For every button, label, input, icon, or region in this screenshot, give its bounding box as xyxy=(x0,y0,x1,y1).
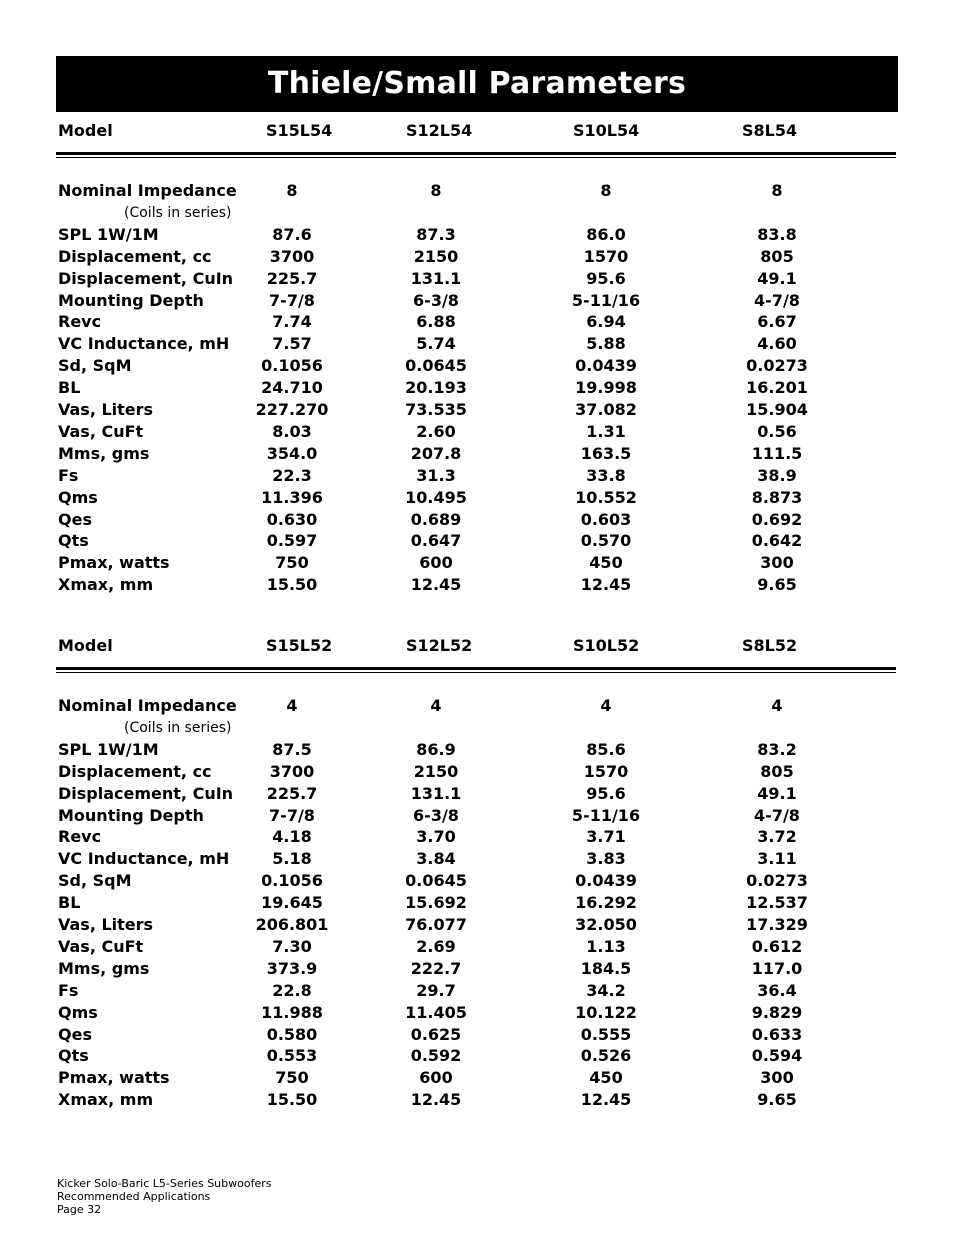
parameter-value: 0.612 xyxy=(751,936,803,956)
parameter-value: 300 xyxy=(760,1068,794,1088)
parameter-value: 73.535 xyxy=(405,400,467,419)
parameter-value: 10.122 xyxy=(575,1002,637,1022)
parameter-value: 3.72 xyxy=(757,827,797,847)
table-row xyxy=(0,202,954,224)
parameter-value: 6.88 xyxy=(416,312,456,332)
parameter-value: 600 xyxy=(419,553,453,573)
table-row xyxy=(0,268,954,290)
parameter-value: 87.6 xyxy=(272,224,312,244)
parameter-value: 750 xyxy=(275,553,309,573)
parameter-value: 0.647 xyxy=(410,531,462,551)
parameter-value: 0.1056 xyxy=(261,356,323,376)
parameter-value: 0.580 xyxy=(266,1024,318,1044)
parameter-value: 4.60 xyxy=(757,334,797,354)
parameter-value: 8 xyxy=(771,181,783,200)
parameter-value: 163.5 xyxy=(580,443,632,463)
parameter-label: Sd, SqM xyxy=(58,871,132,891)
parameter-value: 4 xyxy=(600,696,612,715)
parameter-label: Revc xyxy=(58,312,102,332)
parameter-value: 17.329 xyxy=(746,915,808,934)
parameter-value: 3700 xyxy=(269,246,315,266)
table-row xyxy=(0,826,954,848)
parameter-value: 15.692 xyxy=(405,893,467,913)
parameter-value: 7.74 xyxy=(272,312,312,332)
parameter-value: 5.74 xyxy=(416,334,456,354)
parameter-value: 83.2 xyxy=(757,739,797,759)
parameter-label: Pmax, watts xyxy=(58,1068,170,1088)
parameter-value: 0.603 xyxy=(580,509,632,529)
parameter-value: 12.45 xyxy=(410,575,462,595)
parameter-value: 49.1 xyxy=(757,268,797,288)
parameter-value: 450 xyxy=(589,553,623,573)
model-header-row xyxy=(0,635,954,657)
parameter-label: SPL 1W/1M xyxy=(58,739,159,759)
model-name: S15L54 xyxy=(266,121,333,140)
parameter-label: Mounting Depth xyxy=(58,805,204,825)
table-row xyxy=(0,870,954,892)
parameter-value: 5.88 xyxy=(586,334,626,354)
model-header-row xyxy=(0,120,954,142)
parameter-value: 0.642 xyxy=(751,531,803,551)
parameter-value: 373.9 xyxy=(266,958,318,978)
parameter-value: 10.495 xyxy=(405,487,467,507)
parameter-value: 15.50 xyxy=(266,1090,318,1110)
parameter-value: 34.2 xyxy=(586,980,626,1000)
parameter-value: 7-7/8 xyxy=(269,805,315,825)
parameter-label: Displacement, CuIn xyxy=(58,783,234,803)
parameter-value: 0.692 xyxy=(751,509,803,529)
parameter-value: 0.592 xyxy=(410,1046,462,1066)
parameter-value: 3.70 xyxy=(416,827,456,847)
parameter-label: Qts xyxy=(58,1046,89,1066)
table-row xyxy=(0,980,954,1002)
parameter-value: 8.03 xyxy=(272,421,312,441)
parameter-label: Xmax, mm xyxy=(58,1090,154,1110)
parameter-value: 600 xyxy=(419,1068,453,1088)
parameter-value: 1.13 xyxy=(586,936,626,956)
parameter-value: 354.0 xyxy=(266,443,318,463)
model-name: S10L52 xyxy=(573,636,640,655)
parameter-value: 86.9 xyxy=(416,739,456,759)
parameter-value: 36.4 xyxy=(757,980,797,1000)
parameter-value: 3.11 xyxy=(757,849,797,869)
parameter-value: 750 xyxy=(275,1068,309,1088)
table-row xyxy=(0,465,954,487)
parameter-note: (Coils in series) xyxy=(124,719,232,736)
title-banner xyxy=(56,56,898,112)
parameter-value: 29.7 xyxy=(416,980,456,1000)
parameter-label: Qes xyxy=(58,509,92,529)
parameter-value: 83.8 xyxy=(757,224,797,244)
parameter-value: 16.201 xyxy=(746,378,808,398)
parameter-value: 0.56 xyxy=(757,421,797,441)
parameter-label: VC Inductance, mH xyxy=(58,334,230,354)
page-title: Thiele/Small Parameters xyxy=(267,66,687,101)
model-label: Model xyxy=(58,636,113,655)
parameter-value: 9.65 xyxy=(757,1090,797,1110)
parameter-value: 227.270 xyxy=(255,400,329,419)
parameter-value: 1.31 xyxy=(586,421,626,441)
table-row xyxy=(0,783,954,805)
parameter-value: 9.829 xyxy=(751,1002,803,1022)
parameter-value: 22.3 xyxy=(272,465,312,485)
parameter-label: Mms, gms xyxy=(58,443,150,463)
parameter-value: 4 xyxy=(430,696,442,715)
parameter-value: 12.537 xyxy=(746,893,808,913)
parameter-value: 0.633 xyxy=(751,1024,803,1044)
parameter-value: 225.7 xyxy=(266,268,318,288)
parameter-value: 7-7/8 xyxy=(269,290,315,310)
parameter-value: 10.552 xyxy=(575,487,637,507)
parameter-value: 0.594 xyxy=(751,1046,803,1066)
parameter-value: 15.50 xyxy=(266,575,318,595)
parameter-value: 22.8 xyxy=(272,980,312,1000)
table-row xyxy=(0,1045,954,1067)
parameter-label: Nominal Impedance xyxy=(58,696,237,715)
parameter-value: 95.6 xyxy=(586,268,626,288)
parameter-value: 6-3/8 xyxy=(413,805,459,825)
parameter-value: 0.0439 xyxy=(575,356,637,376)
parameter-value: 11.988 xyxy=(261,1002,323,1022)
parameter-value: 0.0645 xyxy=(405,871,467,891)
parameter-value: 19.645 xyxy=(261,893,323,913)
table-row xyxy=(0,805,954,827)
parameter-value: 86.0 xyxy=(586,224,626,244)
parameter-value: 8 xyxy=(600,181,612,200)
footer-line: Page 32 xyxy=(57,1203,102,1216)
parameter-value: 12.45 xyxy=(580,575,632,595)
parameter-label: Displacement, cc xyxy=(58,246,212,266)
footer-line: Recommended Applications xyxy=(57,1190,211,1203)
table-row xyxy=(0,892,954,914)
model-name: S12L52 xyxy=(406,636,473,655)
parameter-label: Vas, Liters xyxy=(58,915,154,934)
parameter-value: 6.94 xyxy=(586,312,626,332)
parameter-value: 184.5 xyxy=(580,958,632,978)
table-row xyxy=(0,509,954,531)
table-row xyxy=(0,1002,954,1024)
table-row xyxy=(0,290,954,312)
parameter-value: 15.904 xyxy=(746,400,808,419)
table-row xyxy=(0,695,954,717)
table-row xyxy=(0,443,954,465)
parameter-label: Sd, SqM xyxy=(58,356,132,376)
parameter-label: Vas, CuFt xyxy=(58,421,144,441)
model-name: S10L54 xyxy=(573,121,640,140)
table-row xyxy=(0,1067,954,1089)
parameter-value: 37.082 xyxy=(575,400,637,419)
header-rule xyxy=(56,152,896,155)
table-row xyxy=(0,333,954,355)
parameter-value: 225.7 xyxy=(266,783,318,803)
parameter-note: (Coils in series) xyxy=(124,204,232,221)
parameter-value: 0.526 xyxy=(580,1046,632,1066)
parameter-value: 11.396 xyxy=(261,487,323,507)
parameter-value: 117.0 xyxy=(751,958,803,978)
parameter-value: 4 xyxy=(286,696,298,715)
parameter-value: 3.71 xyxy=(586,827,626,847)
table-row xyxy=(0,848,954,870)
parameter-label: Fs xyxy=(58,465,79,485)
header-rule xyxy=(56,667,896,670)
parameter-label: Qms xyxy=(58,1002,98,1022)
parameter-value: 0.570 xyxy=(580,531,632,551)
parameter-value: 0.630 xyxy=(266,509,318,529)
parameter-value: 8.873 xyxy=(751,487,803,507)
parameter-value: 805 xyxy=(760,761,794,781)
parameter-label: Mounting Depth xyxy=(58,290,204,310)
parameter-value: 87.5 xyxy=(272,739,312,759)
parameter-label: Nominal Impedance xyxy=(58,181,237,200)
parameter-label: Mms, gms xyxy=(58,958,150,978)
parameter-label: Qts xyxy=(58,531,89,551)
table-row xyxy=(0,552,954,574)
parameter-value: 5-11/16 xyxy=(571,290,641,310)
parameter-value: 131.1 xyxy=(410,783,462,803)
parameter-value: 24.710 xyxy=(261,378,323,398)
table-row xyxy=(0,761,954,783)
header-rule xyxy=(56,157,896,158)
parameter-value: 95.6 xyxy=(586,783,626,803)
parameter-value: 5-11/16 xyxy=(571,805,641,825)
parameter-value: 1570 xyxy=(583,761,629,781)
model-name: S15L52 xyxy=(266,636,333,655)
table-row xyxy=(0,421,954,443)
parameter-label: Vas, CuFt xyxy=(58,936,144,956)
parameter-value: 16.292 xyxy=(575,893,637,913)
parameter-value: 9.65 xyxy=(757,575,797,595)
table-row xyxy=(0,936,954,958)
parameter-value: 0.553 xyxy=(266,1046,318,1066)
parameter-value: 131.1 xyxy=(410,268,462,288)
parameter-value: 31.3 xyxy=(416,465,456,485)
parameter-value: 87.3 xyxy=(416,224,456,244)
parameter-value: 20.193 xyxy=(405,378,467,398)
parameter-value: 5.18 xyxy=(272,849,312,869)
parameter-value: 3.84 xyxy=(416,849,456,869)
table-row xyxy=(0,311,954,333)
parameter-value: 7.30 xyxy=(272,936,312,956)
parameter-value: 207.8 xyxy=(410,443,462,463)
parameter-value: 7.57 xyxy=(272,334,312,354)
page-footer xyxy=(57,1177,271,1216)
parameter-value: 19.998 xyxy=(575,378,637,398)
parameter-value: 85.6 xyxy=(586,739,626,759)
parameter-value: 32.050 xyxy=(575,915,637,934)
parameter-value: 0.625 xyxy=(410,1024,462,1044)
table-row xyxy=(0,958,954,980)
parameter-value: 0.0273 xyxy=(746,871,808,891)
header-rule xyxy=(56,672,896,673)
parameter-label: SPL 1W/1M xyxy=(58,224,159,244)
parameter-label: Xmax, mm xyxy=(58,575,154,595)
parameter-label: BL xyxy=(58,893,81,913)
parameter-value: 2150 xyxy=(413,246,459,266)
parameter-value: 206.801 xyxy=(255,915,329,934)
parameter-label: Revc xyxy=(58,827,102,847)
parameter-value: 33.8 xyxy=(586,465,626,485)
table-row xyxy=(0,574,954,596)
parameter-value: 11.405 xyxy=(405,1002,467,1022)
parameter-value: 0.0273 xyxy=(746,356,808,376)
parameter-label: VC Inductance, mH xyxy=(58,849,230,869)
table-row xyxy=(0,739,954,761)
parameter-value: 6.67 xyxy=(757,312,797,332)
parameter-value: 4 xyxy=(771,696,783,715)
parameter-value: 49.1 xyxy=(757,783,797,803)
parameter-value: 3700 xyxy=(269,761,315,781)
parameter-value: 0.555 xyxy=(580,1024,632,1044)
parameter-label: BL xyxy=(58,378,81,398)
parameter-value: 6-3/8 xyxy=(413,290,459,310)
table-row xyxy=(0,180,954,202)
parameter-value: 1570 xyxy=(583,246,629,266)
parameter-value: 0.0439 xyxy=(575,871,637,891)
parameter-value: 3.83 xyxy=(586,849,626,869)
parameter-value: 12.45 xyxy=(580,1090,632,1110)
parameter-label: Qes xyxy=(58,1024,92,1044)
parameter-value: 0.689 xyxy=(410,509,462,529)
parameter-value: 805 xyxy=(760,246,794,266)
parameter-value: 111.5 xyxy=(751,443,803,463)
parameter-value: 8 xyxy=(430,181,442,200)
parameter-label: Fs xyxy=(58,980,79,1000)
parameter-label: Qms xyxy=(58,487,98,507)
model-name: S8L54 xyxy=(742,121,798,140)
table-row xyxy=(0,224,954,246)
parameter-value: 38.9 xyxy=(757,465,797,485)
parameter-value: 300 xyxy=(760,553,794,573)
footer-line: Kicker Solo-Baric L5-Series Subwoofers xyxy=(57,1177,272,1190)
table-row xyxy=(0,530,954,552)
table-row xyxy=(0,1024,954,1046)
parameter-value: 450 xyxy=(589,1068,623,1088)
table-row xyxy=(0,246,954,268)
table-row xyxy=(0,717,954,739)
parameter-label: Displacement, CuIn xyxy=(58,268,234,288)
table-row xyxy=(0,355,954,377)
parameter-value: 12.45 xyxy=(410,1090,462,1110)
parameter-label: Displacement, cc xyxy=(58,761,212,781)
table-row xyxy=(0,914,954,936)
table-row xyxy=(0,377,954,399)
parameter-label: Vas, Liters xyxy=(58,400,154,419)
parameter-value: 2.60 xyxy=(416,421,456,441)
model-name: S12L54 xyxy=(406,121,473,140)
table-row xyxy=(0,487,954,509)
parameter-value: 0.0645 xyxy=(405,356,467,376)
parameter-value: 222.7 xyxy=(410,958,462,978)
table-row xyxy=(0,399,954,421)
parameter-label: Pmax, watts xyxy=(58,553,170,573)
parameter-value: 0.1056 xyxy=(261,871,323,891)
model-name: S8L52 xyxy=(742,636,798,655)
table-row xyxy=(0,1089,954,1111)
parameter-value: 0.597 xyxy=(266,531,318,551)
parameter-value: 4-7/8 xyxy=(754,290,800,310)
parameter-value: 2.69 xyxy=(416,936,456,956)
parameter-value: 2150 xyxy=(413,761,459,781)
parameter-value: 4-7/8 xyxy=(754,805,800,825)
parameter-value: 8 xyxy=(286,181,298,200)
model-label: Model xyxy=(58,121,113,140)
parameter-value: 76.077 xyxy=(405,915,467,934)
parameter-value: 4.18 xyxy=(272,827,312,847)
